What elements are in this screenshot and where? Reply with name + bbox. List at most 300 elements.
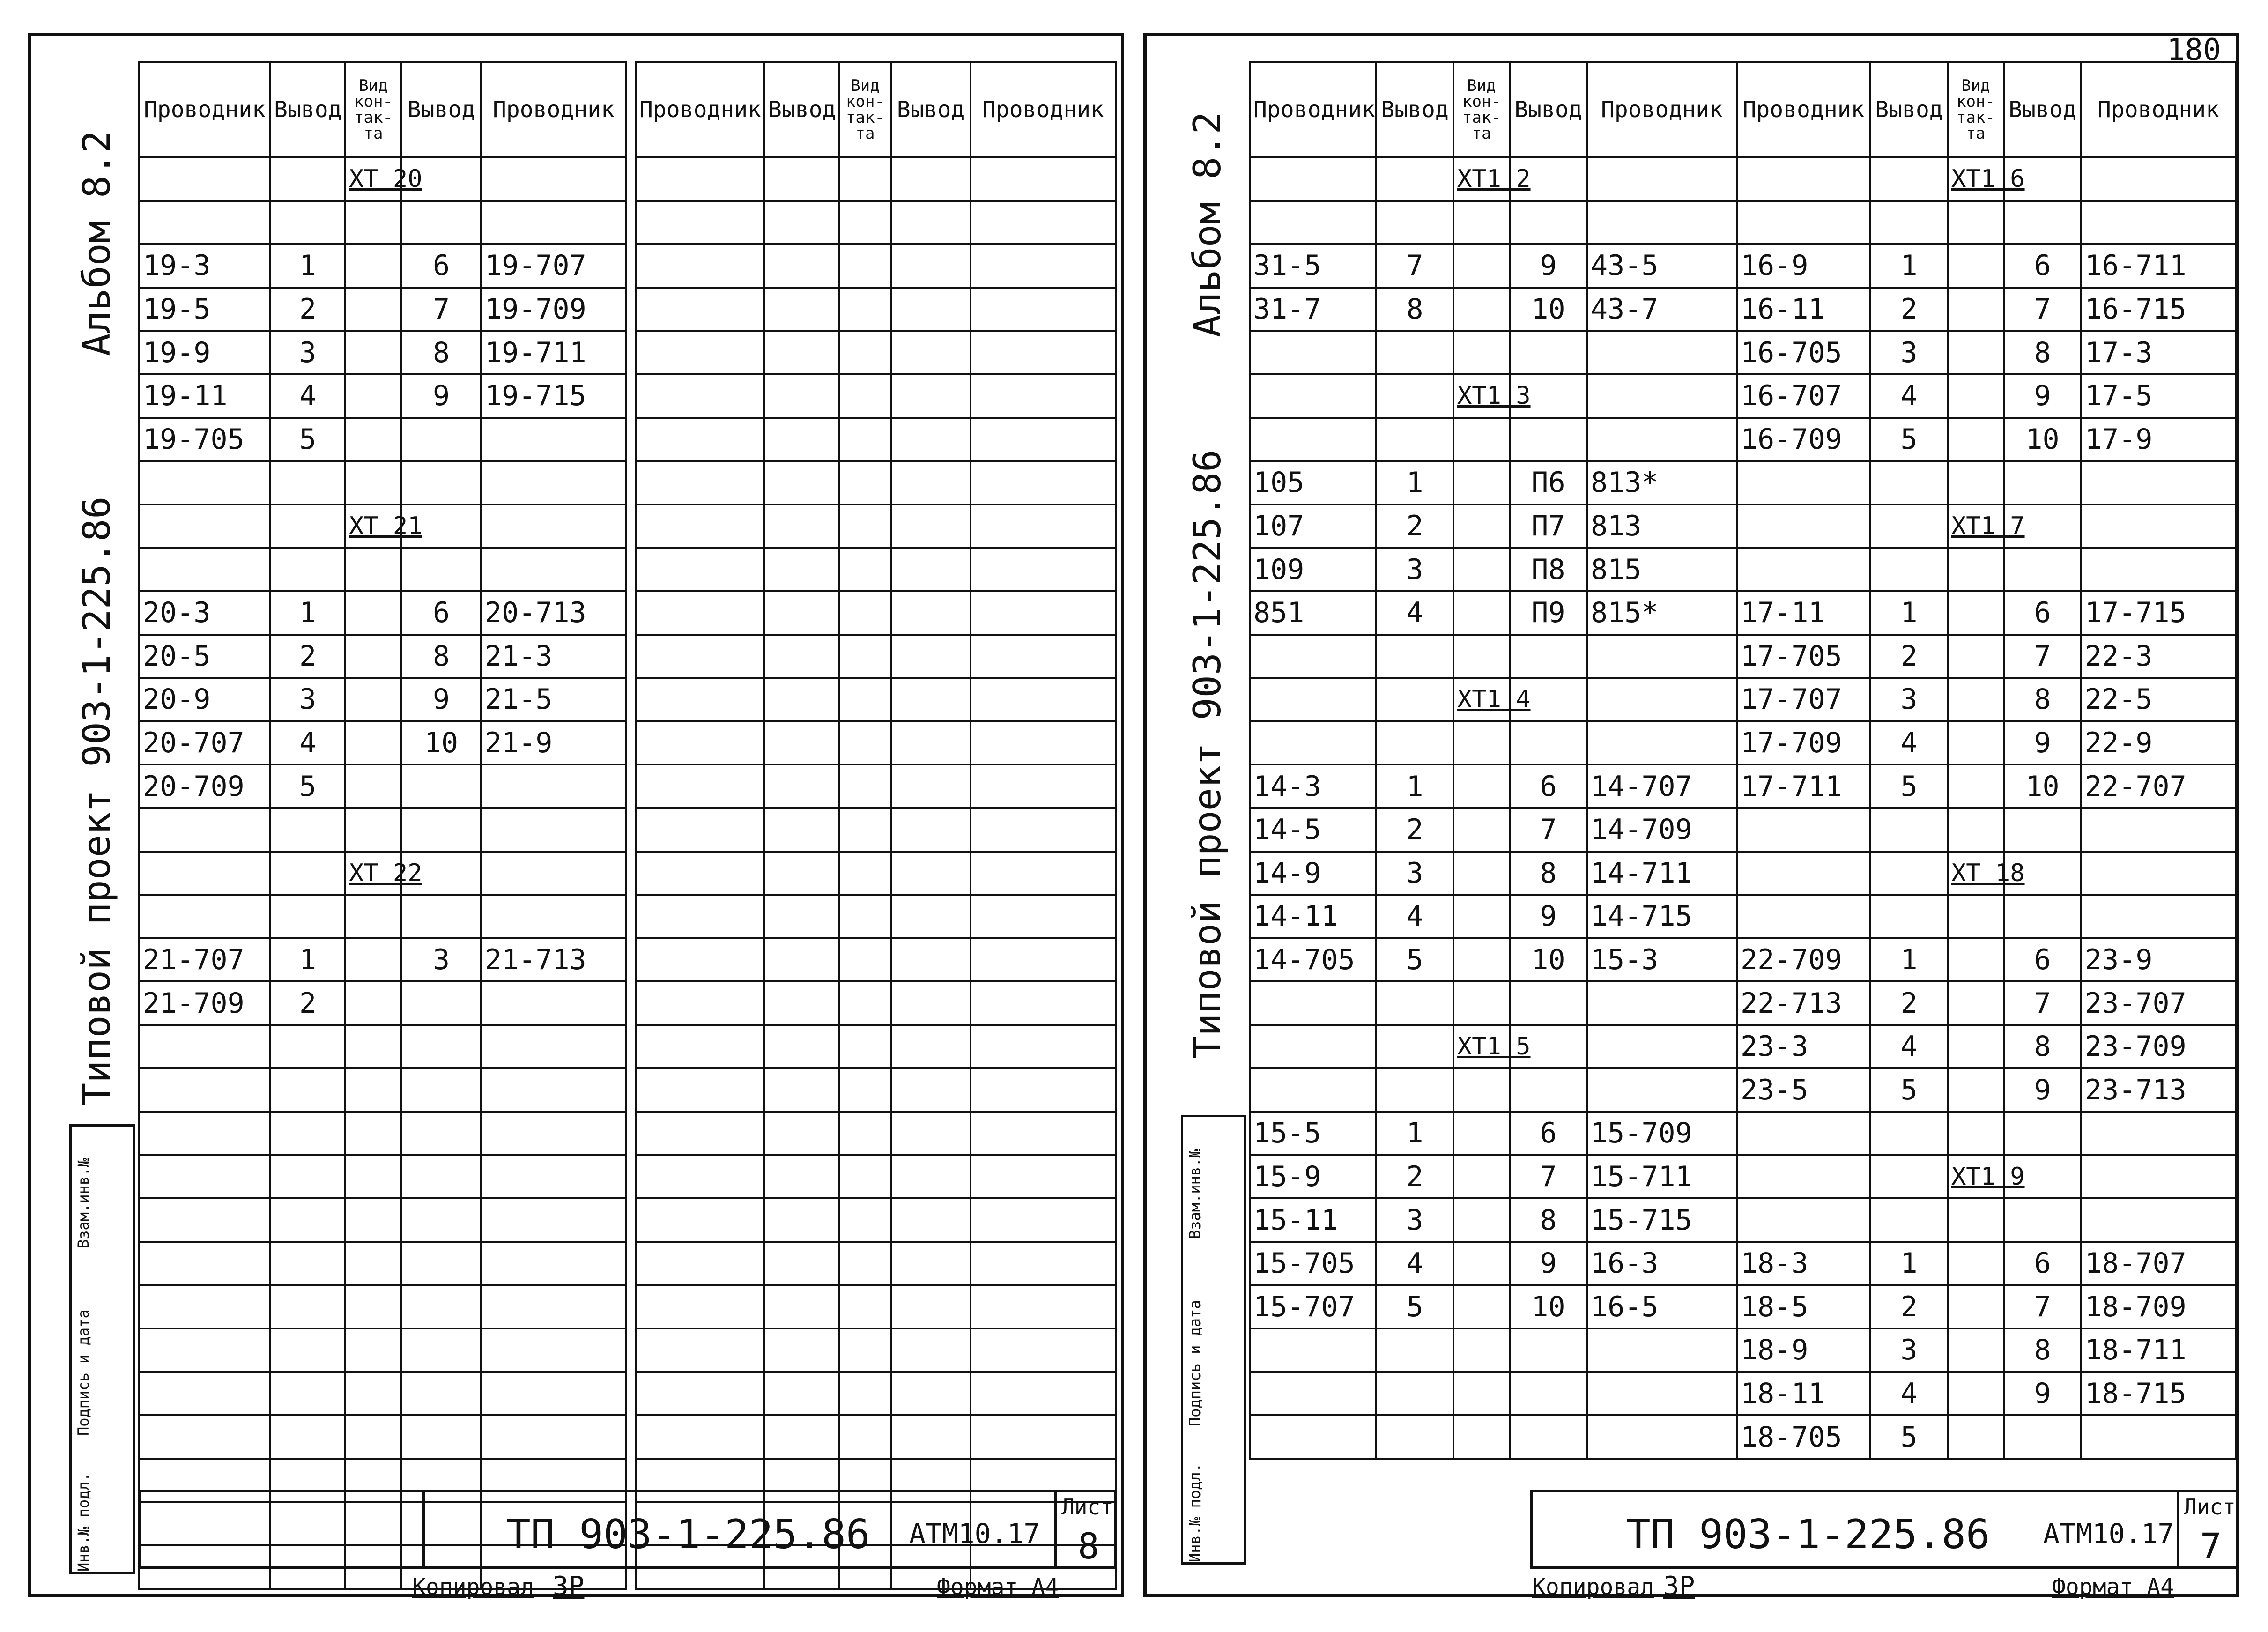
- table-cell: [839, 895, 891, 938]
- table-cell: [1587, 418, 1737, 461]
- table-cell: [139, 1415, 270, 1459]
- table-cell: [345, 678, 401, 721]
- table-cell: 6: [2004, 591, 2081, 635]
- table-cell: [1453, 1068, 1510, 1112]
- left-copier-initials: ЗР: [553, 1571, 585, 1602]
- table-cell: [1376, 374, 1453, 418]
- table-cell: [1510, 1372, 1587, 1416]
- column-header: Вид кон-так-та: [839, 62, 891, 157]
- left-title-block: [138, 1490, 1117, 1569]
- table-cell: [1948, 1112, 2004, 1155]
- table-cell: [139, 852, 270, 895]
- table-cell: ХТ1 5: [1453, 1025, 1510, 1068]
- table-cell: 17-711: [1737, 764, 1870, 808]
- table-cell: [1948, 1372, 2004, 1416]
- table-cell: [1587, 635, 1737, 678]
- table-cell: 5: [1870, 1068, 1948, 1112]
- table-cell: [481, 1415, 626, 1459]
- table-cell: 10: [401, 721, 481, 765]
- table-cell: [764, 1155, 839, 1199]
- table-cell: [481, 1068, 626, 1112]
- table-cell: 14-5: [1250, 808, 1376, 852]
- table-cell: [481, 1112, 626, 1155]
- table-cell: [401, 1198, 481, 1242]
- table-cell: [1250, 1328, 1376, 1372]
- table-cell: 7: [401, 288, 481, 331]
- table-cell: [636, 418, 764, 461]
- table-cell: 17-715: [2081, 591, 2236, 635]
- table-cell: [139, 1198, 270, 1242]
- table-cell: 5: [270, 418, 345, 461]
- table-cell: [764, 938, 839, 982]
- table-cell: [1376, 981, 1453, 1025]
- table-cell: [1453, 504, 1510, 548]
- table-cell: [2004, 808, 2081, 852]
- table-row: [636, 461, 1116, 504]
- table-cell: [1587, 1372, 1737, 1416]
- table-cell: [1737, 548, 1870, 591]
- table-row: [1250, 504, 1737, 548]
- table-cell: [971, 461, 1116, 504]
- table-cell: 4: [270, 374, 345, 418]
- table-cell: [764, 374, 839, 418]
- table-cell: [971, 895, 1116, 938]
- table-cell: 16-709: [1737, 418, 1870, 461]
- table-row: [1737, 1372, 2236, 1416]
- table-cell: 10: [2004, 764, 2081, 808]
- table-cell: [839, 721, 891, 765]
- table-cell: [139, 1025, 270, 1068]
- table-cell: [481, 1155, 626, 1199]
- left-side-label-1: Инв.№ подл.: [74, 1472, 92, 1572]
- table-cell: 3: [270, 331, 345, 374]
- table-cell: [891, 1068, 971, 1112]
- table-cell: [401, 548, 481, 591]
- table-cell: [1587, 201, 1737, 245]
- table-cell: 22-5: [2081, 678, 2236, 721]
- table-cell: 3: [1376, 852, 1453, 895]
- table-cell: [1587, 1025, 1737, 1068]
- table-row: [139, 461, 626, 504]
- table-cell: 18-11: [1737, 1372, 1870, 1416]
- table-cell: ХТ 20: [345, 157, 401, 201]
- table-cell: 9: [1510, 1242, 1587, 1285]
- table-cell: [345, 331, 401, 374]
- table-cell: [764, 548, 839, 591]
- table-cell: 16-11: [1737, 288, 1870, 331]
- table-row: [1737, 808, 2236, 852]
- table-row: [1250, 981, 1737, 1025]
- table-cell: [401, 981, 481, 1025]
- table-cell: [839, 288, 891, 331]
- table-cell: [764, 1198, 839, 1242]
- table-cell: [1250, 1372, 1376, 1416]
- table-cell: [891, 635, 971, 678]
- table-cell: 6: [2004, 938, 2081, 982]
- right-side-label-2: Подпись и дата: [1186, 1300, 1204, 1426]
- table-cell: [971, 157, 1116, 201]
- table-row: [636, 1285, 1116, 1328]
- table-cell: [481, 1328, 626, 1372]
- table-cell: [971, 504, 1116, 548]
- table-cell: [1870, 1155, 1948, 1199]
- table-cell: [636, 1068, 764, 1112]
- table-cell: 15-3: [1587, 938, 1737, 982]
- table-row: [1250, 374, 1737, 418]
- table-cell: 10: [1510, 1285, 1587, 1328]
- column-header: Проводник: [2081, 62, 2236, 157]
- table-cell: [1376, 157, 1453, 201]
- table-cell: [839, 678, 891, 721]
- table-cell: [401, 1025, 481, 1068]
- table-cell: [139, 1155, 270, 1199]
- table-cell: [891, 1242, 971, 1285]
- right-side-label-3: Взам.инв.№: [1186, 1149, 1204, 1239]
- table-cell: [345, 418, 401, 461]
- table-cell: [891, 201, 971, 245]
- table-cell: 16-3: [1587, 1242, 1737, 1285]
- table-cell: [1737, 1112, 1870, 1155]
- table-cell: [270, 1242, 345, 1285]
- table-cell: 19-5: [139, 288, 270, 331]
- table-cell: 15-709: [1587, 1112, 1737, 1155]
- column-header: Проводник: [1250, 62, 1376, 157]
- table-cell: 8: [2004, 678, 2081, 721]
- table-cell: [891, 1328, 971, 1372]
- table-row: [1737, 374, 2236, 418]
- table-cell: 16-715: [2081, 288, 2236, 331]
- table-cell: [971, 1025, 1116, 1068]
- table-cell: [481, 852, 626, 895]
- table-cell: [839, 374, 891, 418]
- table-cell: [1587, 721, 1737, 765]
- table-cell: [2081, 157, 2236, 201]
- table-cell: 2: [1376, 1155, 1453, 1199]
- table-cell: [1376, 678, 1453, 721]
- table-cell: [971, 1112, 1116, 1155]
- table-cell: 20-9: [139, 678, 270, 721]
- table-cell: 2: [1376, 808, 1453, 852]
- table-cell: [636, 591, 764, 635]
- table-cell: [1250, 981, 1376, 1025]
- table-cell: [764, 331, 839, 374]
- right-stamp-code: АТМ10.17: [2043, 1518, 2174, 1550]
- table-cell: [1453, 721, 1510, 765]
- table-row: [636, 418, 1116, 461]
- table-row: [1250, 678, 1737, 721]
- header-row: [1737, 62, 2236, 157]
- header-row: [1250, 62, 1737, 157]
- left-sheet-number: 8: [1078, 1525, 1099, 1567]
- table-cell: 1: [270, 938, 345, 982]
- table-cell: [839, 852, 891, 895]
- column-header: Проводник: [971, 62, 1116, 157]
- table-row: [1250, 852, 1737, 895]
- table-cell: [971, 635, 1116, 678]
- table-row: [636, 1068, 1116, 1112]
- table-cell: [1250, 721, 1376, 765]
- table-cell: 22-713: [1737, 981, 1870, 1025]
- table-cell: [270, 895, 345, 938]
- column-header: Вид кон-так-та: [1453, 62, 1510, 157]
- table-cell: 7: [1510, 808, 1587, 852]
- table-row: [1737, 852, 2236, 895]
- table-cell: [1250, 374, 1376, 418]
- table-cell: 18-9: [1737, 1328, 1870, 1372]
- table-cell: 7: [1510, 1155, 1587, 1199]
- table-cell: [1453, 1155, 1510, 1199]
- table-cell: [1870, 201, 1948, 245]
- table-cell: [891, 1198, 971, 1242]
- table-row: [1250, 548, 1737, 591]
- table-row: [636, 504, 1116, 548]
- table-row: [636, 764, 1116, 808]
- table-row: [636, 721, 1116, 765]
- table-cell: 7: [2004, 635, 2081, 678]
- right-side-label-1: Инв.№ подл.: [1186, 1463, 1204, 1562]
- table-cell: [839, 418, 891, 461]
- table-cell: [345, 1415, 401, 1459]
- table-row: [1250, 1025, 1737, 1068]
- table-cell: 18-707: [2081, 1242, 2236, 1285]
- table-cell: 19-715: [481, 374, 626, 418]
- table-cell: [891, 981, 971, 1025]
- table-row: [1737, 1068, 2236, 1112]
- table-cell: [636, 1328, 764, 1372]
- table-cell: 3: [1376, 548, 1453, 591]
- table-cell: [764, 895, 839, 938]
- table-row: [1250, 591, 1737, 635]
- table-cell: 31-7: [1250, 288, 1376, 331]
- table-cell: [1376, 418, 1453, 461]
- left-side-stamp: [69, 1124, 135, 1574]
- table-cell: 23-3: [1737, 1025, 1870, 1068]
- table-cell: [636, 1025, 764, 1068]
- table-cell: 14-11: [1250, 895, 1376, 938]
- table-cell: [401, 201, 481, 245]
- table-cell: [2081, 808, 2236, 852]
- table-cell: [345, 461, 401, 504]
- table-cell: [839, 1372, 891, 1416]
- table-row: [139, 1112, 626, 1155]
- table-cell: П6: [1510, 461, 1587, 504]
- table-cell: [891, 721, 971, 765]
- table-row: [1737, 331, 2236, 374]
- table-cell: [2081, 504, 2236, 548]
- table-cell: 43-7: [1587, 288, 1737, 331]
- table-cell: [481, 201, 626, 245]
- table-cell: [2081, 1198, 2236, 1242]
- table-cell: [139, 461, 270, 504]
- table-row: [139, 1068, 626, 1112]
- table-row: [139, 895, 626, 938]
- table-cell: [345, 1112, 401, 1155]
- table-cell: [1948, 374, 2004, 418]
- table-cell: 18-715: [2081, 1372, 2236, 1416]
- table-cell: [401, 1415, 481, 1459]
- table-row: [1250, 1068, 1737, 1112]
- table-cell: [891, 938, 971, 982]
- table-cell: 18-5: [1737, 1285, 1870, 1328]
- table-cell: [2081, 1415, 2236, 1459]
- table-cell: [270, 548, 345, 591]
- table-row: [636, 244, 1116, 288]
- table-cell: [1948, 721, 2004, 765]
- column-header: Вид кон-так-та: [345, 62, 401, 157]
- table-row: [139, 1198, 626, 1242]
- table-cell: [345, 1372, 401, 1416]
- table-cell: 8: [401, 635, 481, 678]
- right-sheet: [1134, 0, 2268, 1632]
- table-row: [139, 1025, 626, 1068]
- table-cell: [401, 1155, 481, 1199]
- table-cell: [481, 548, 626, 591]
- table-cell: [270, 1068, 345, 1112]
- table-cell: 20-5: [139, 635, 270, 678]
- column-header: Вывод: [401, 62, 481, 157]
- table-cell: [1948, 331, 2004, 374]
- table-cell: [1250, 201, 1376, 245]
- table-cell: 8: [1510, 1198, 1587, 1242]
- table-cell: 23-709: [2081, 1025, 2236, 1068]
- table-cell: [891, 504, 971, 548]
- table-cell: [971, 1242, 1116, 1285]
- table-cell: [891, 548, 971, 591]
- table-cell: [764, 201, 839, 245]
- left-table: [138, 61, 627, 1590]
- column-header: Вывод: [764, 62, 839, 157]
- table-cell: 5: [1376, 938, 1453, 982]
- header-row: [139, 62, 626, 157]
- table-row: [139, 1328, 626, 1372]
- table-row: [636, 1415, 1116, 1459]
- table-cell: [839, 1068, 891, 1112]
- table-cell: [1948, 201, 2004, 245]
- table-cell: [270, 808, 345, 852]
- table-cell: [1587, 1068, 1737, 1112]
- table-cell: [1376, 331, 1453, 374]
- table-row: [1737, 157, 2236, 201]
- table-cell: [764, 1068, 839, 1112]
- table-cell: 109: [1250, 548, 1376, 591]
- table-cell: 14-715: [1587, 895, 1737, 938]
- table-row: [1737, 678, 2236, 721]
- table-cell: 3: [1870, 678, 1948, 721]
- table-cell: П7: [1510, 504, 1587, 548]
- table-cell: 22-9: [2081, 721, 2236, 765]
- table-cell: [636, 981, 764, 1025]
- table-cell: [1587, 374, 1737, 418]
- table-row: [1250, 1285, 1737, 1328]
- table-cell: [139, 808, 270, 852]
- table-cell: [139, 548, 270, 591]
- table-cell: [1453, 288, 1510, 331]
- table-row: [636, 288, 1116, 331]
- table-cell: 6: [1510, 1112, 1587, 1155]
- table-cell: [481, 504, 626, 548]
- table-cell: [481, 1242, 626, 1285]
- right-copied-label: Копировал: [1532, 1574, 1654, 1600]
- table-cell: [891, 678, 971, 721]
- table-cell: [891, 1025, 971, 1068]
- table-cell: [891, 808, 971, 852]
- table-cell: 21-713: [481, 938, 626, 982]
- table-cell: [971, 938, 1116, 982]
- table-row: [1737, 201, 2236, 245]
- table-cell: [139, 1112, 270, 1155]
- table-cell: [1948, 678, 2004, 721]
- table-cell: 17-707: [1737, 678, 1870, 721]
- table-cell: [2004, 1415, 2081, 1459]
- table-cell: [764, 418, 839, 461]
- table-cell: [636, 288, 764, 331]
- table-cell: [1587, 678, 1737, 721]
- table-row: [1250, 764, 1737, 808]
- table-cell: [764, 1112, 839, 1155]
- table-cell: 7: [2004, 288, 2081, 331]
- table-cell: [1453, 244, 1510, 288]
- table-cell: 20-707: [139, 721, 270, 765]
- table-cell: 19-711: [481, 331, 626, 374]
- table-cell: 5: [270, 764, 345, 808]
- table-row: [139, 1372, 626, 1416]
- table-cell: [764, 1242, 839, 1285]
- table-row: [139, 1415, 626, 1459]
- table-cell: [839, 1112, 891, 1155]
- table-cell: 18-711: [2081, 1328, 2236, 1372]
- table-row: [139, 374, 626, 418]
- table-cell: [1948, 1328, 2004, 1372]
- table-cell: [636, 201, 764, 245]
- table-cell: 16-711: [2081, 244, 2236, 288]
- table-cell: ХТ1 6: [1948, 157, 2004, 201]
- column-header: Вывод: [891, 62, 971, 157]
- table-cell: 15-705: [1250, 1242, 1376, 1285]
- table-cell: [1948, 938, 2004, 982]
- table-cell: [1453, 548, 1510, 591]
- table-cell: 10: [1510, 288, 1587, 331]
- table-cell: [1453, 1112, 1510, 1155]
- table-cell: [2004, 461, 2081, 504]
- table-cell: [270, 1285, 345, 1328]
- table-cell: 8: [2004, 1025, 2081, 1068]
- table-cell: 14-705: [1250, 938, 1376, 982]
- table-cell: [764, 288, 839, 331]
- table-row: [139, 504, 626, 548]
- table-cell: 3: [401, 938, 481, 982]
- table-cell: [2081, 201, 2236, 245]
- table-row: [139, 721, 626, 765]
- column-header: Вывод: [2004, 62, 2081, 157]
- table-cell: 1: [1870, 244, 1948, 288]
- table-cell: [2004, 1198, 2081, 1242]
- table-cell: [971, 1155, 1116, 1199]
- table-cell: [1948, 244, 2004, 288]
- table-cell: [1250, 331, 1376, 374]
- table-cell: [971, 1415, 1116, 1459]
- table-cell: [891, 157, 971, 201]
- table-cell: [971, 1285, 1116, 1328]
- table-cell: [1587, 331, 1737, 374]
- table-row: [636, 331, 1116, 374]
- table-cell: 4: [1870, 374, 1948, 418]
- table-cell: [1948, 1025, 2004, 1068]
- table-cell: [1948, 808, 2004, 852]
- right-format-label: Формат А4: [2052, 1574, 2174, 1600]
- table-cell: 20-709: [139, 764, 270, 808]
- table-cell: [1453, 635, 1510, 678]
- column-header: Проводник: [636, 62, 764, 157]
